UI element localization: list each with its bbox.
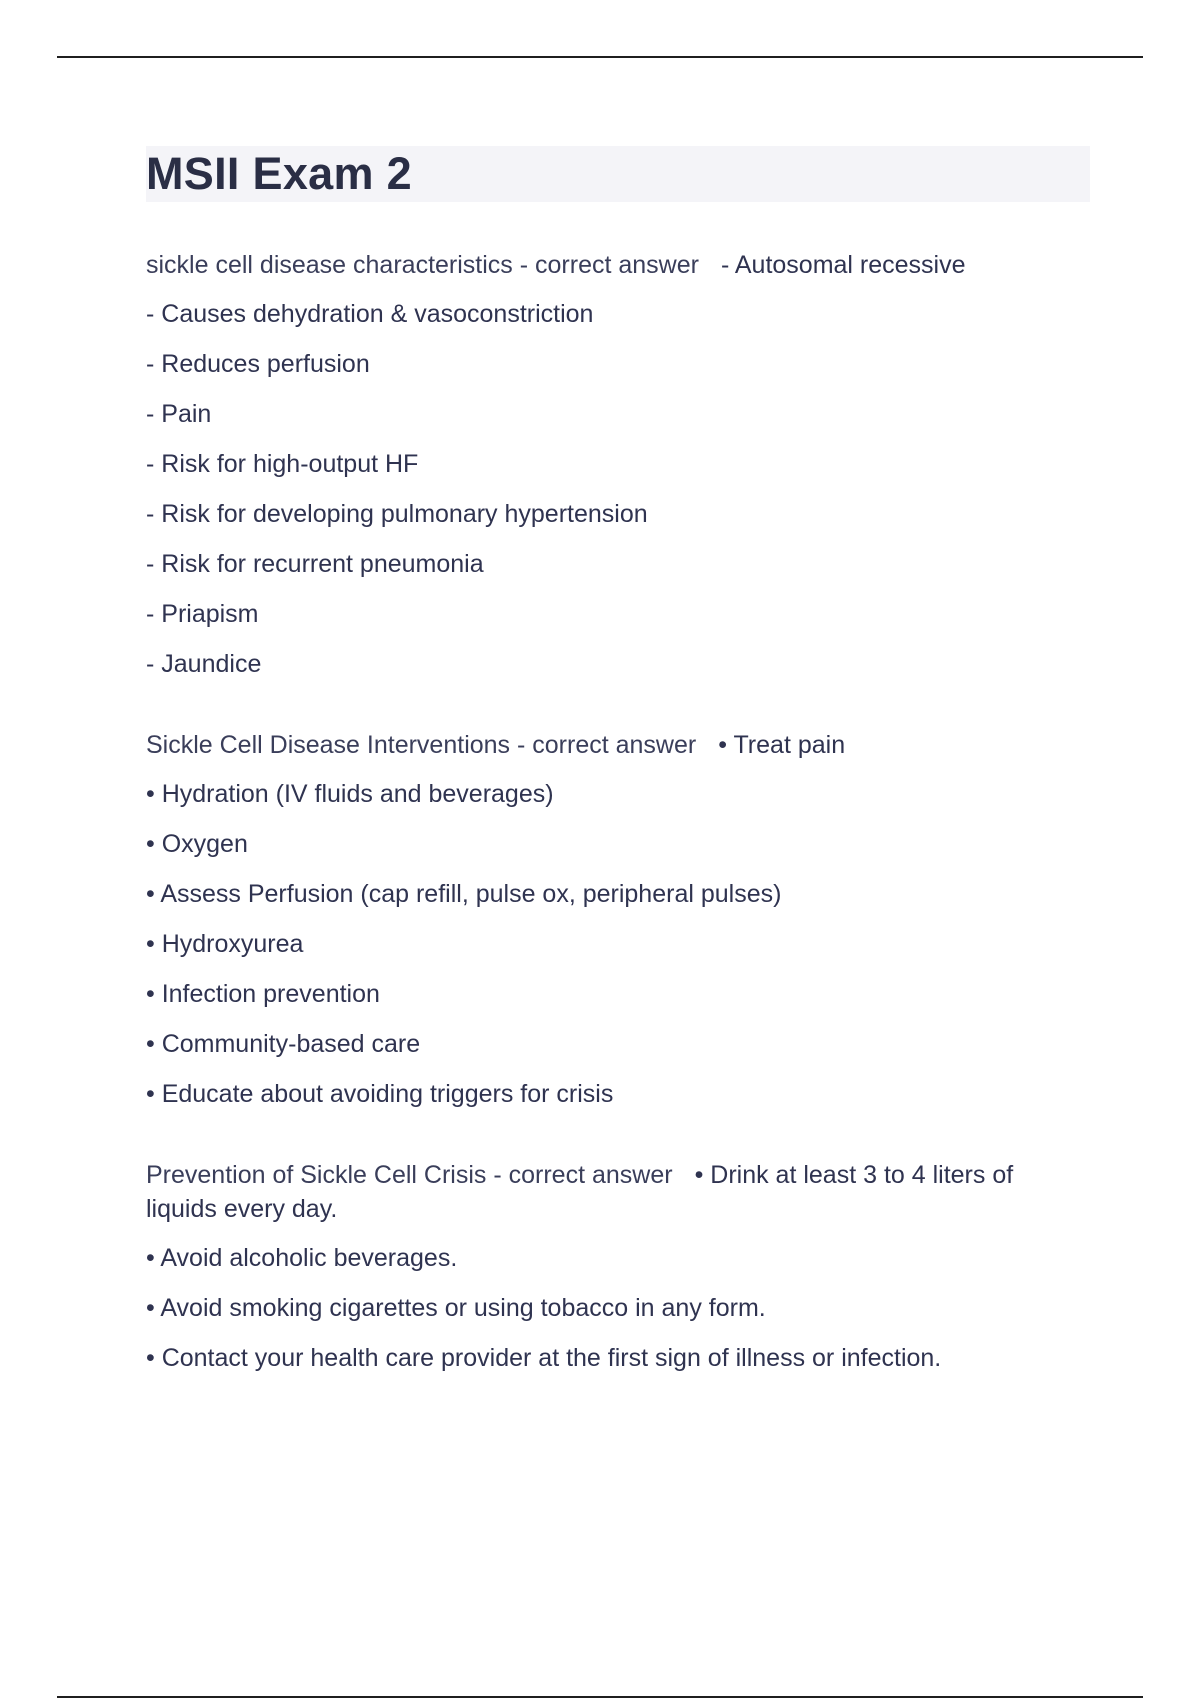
card-question-line — [146, 728, 1090, 762]
card-question: Sickle Cell Disease Interventions - correct answer — [146, 731, 697, 759]
card-answer-lead: • Drink at least 3 to 4 liters of liquids every day. — [146, 1161, 1014, 1223]
list-item: • Contact your health care provider at the first sign of illness or infection. — [146, 1344, 942, 1372]
list-item: • Hydration (IV fluids and beverages) — [146, 780, 554, 808]
list-item: - Causes dehydration & vasoconstriction — [146, 300, 594, 328]
page-top-rule — [57, 56, 1143, 58]
list-item: • Hydroxyurea — [146, 930, 304, 958]
list-item: - Risk for high-output HF — [146, 450, 419, 478]
list-item: - Reduces perfusion — [146, 350, 370, 378]
list-item: • Educate about avoiding triggers for crisis — [146, 1080, 614, 1108]
list-item: - Priapism — [146, 600, 259, 628]
card-question-line — [146, 1158, 1090, 1226]
list-item: • Oxygen — [146, 830, 248, 858]
flashcard-sickle-cell-characteristics — [146, 248, 1090, 681]
card-question: sickle cell disease characteristics - correct answer — [146, 251, 699, 279]
list-item: - Risk for developing pulmonary hypertension — [146, 500, 648, 528]
title-band — [146, 146, 1090, 202]
list-item: • Avoid smoking cigarettes or using tobacco in any form. — [146, 1294, 766, 1322]
list-item: - Risk for recurrent pneumonia — [146, 550, 484, 578]
card-question: Prevention of Sickle Cell Crisis - correct answer — [146, 1161, 673, 1189]
list-item: - Jaundice — [146, 650, 262, 678]
card-question-line — [146, 248, 1090, 282]
list-item: • Avoid alcoholic beverages. — [146, 1244, 458, 1272]
card-answer-lead: • Treat pain — [718, 731, 846, 759]
list-item: • Assess Perfusion (cap refill, pulse ox, peripheral pulses) — [146, 880, 782, 908]
page-title: MSII Exam 2 — [146, 148, 412, 199]
document-body — [146, 146, 1090, 1391]
card-answer-lead: - Autosomal recessive — [720, 251, 966, 279]
flashcard-sickle-cell-crisis-prevention — [146, 1158, 1090, 1375]
list-item: - Pain — [146, 400, 212, 428]
flashcard-sickle-cell-interventions — [146, 728, 1090, 1111]
list-item: • Community-based care — [146, 1030, 421, 1058]
page-bottom-rule — [57, 1696, 1143, 1698]
list-item: • Infection prevention — [146, 980, 380, 1008]
